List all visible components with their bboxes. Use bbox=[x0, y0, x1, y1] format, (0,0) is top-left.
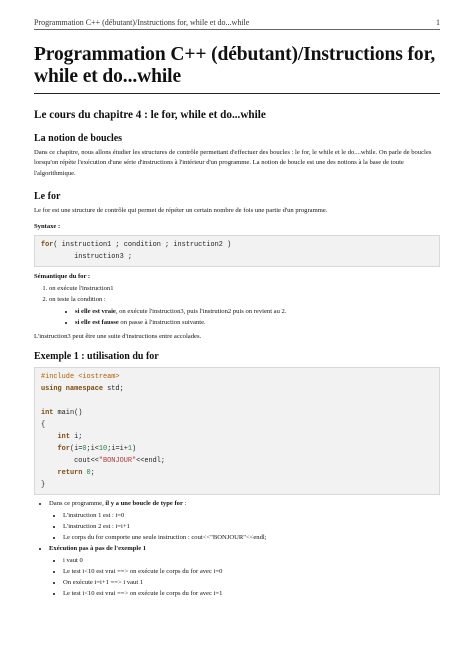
notion-paragraph: Dans ce chapitre, nous allons étudier les structures de contrôle permettant d'effectuer des boucles : le for, le while et le do....while. On parle de boucles lorsqu'on répète l'exécution d'une série d'instructions à l'intérieur d'un programme. La notion de boucle est une des notions à la base de toute l'algorithmique. bbox=[34, 149, 432, 177]
explanation-sub-list bbox=[49, 510, 440, 543]
list-item-text: : bbox=[182, 500, 187, 508]
list-item bbox=[63, 510, 440, 521]
page-number: 1 bbox=[436, 18, 440, 27]
code-text: } bbox=[41, 481, 46, 490]
list-item bbox=[63, 566, 440, 577]
code-text: main() bbox=[53, 409, 83, 418]
code-text: <<endl; bbox=[136, 457, 166, 466]
code-text: ( instruction1 ; condition ; instruction2 ) bbox=[53, 240, 232, 249]
code-preprocessor: #include <iostream> bbox=[41, 373, 120, 382]
example1-code-block bbox=[34, 367, 440, 495]
running-title: Programmation C++ (débutant)/Instructions for, while et do...while bbox=[34, 18, 250, 27]
list-item-bold: si elle est vraie bbox=[75, 307, 116, 315]
code-number: 10 bbox=[98, 445, 108, 454]
code-keyword: int bbox=[57, 433, 70, 442]
code-text: ) bbox=[132, 445, 137, 454]
code-text: ;i< bbox=[86, 445, 99, 454]
for-paragraph: Le for est une structure de contrôle qui permet de répéter un certain nombre de fois une partie d'un programme. bbox=[34, 207, 328, 215]
notion-heading: La notion de boucles bbox=[34, 133, 123, 144]
code-number: 0 bbox=[82, 445, 87, 454]
list-item-text: Le corps du for comporte une seule instruction : cout<<"BONJOUR"<<endl; bbox=[63, 534, 267, 542]
trace-list bbox=[49, 555, 440, 599]
list-item bbox=[49, 498, 440, 543]
semantics-list bbox=[34, 283, 440, 328]
code-text: std; bbox=[103, 385, 124, 394]
code-string: "BONJOUR" bbox=[98, 457, 137, 466]
code-text: instruction3 ; bbox=[41, 252, 132, 261]
trace-heading: Exécution pas à pas de l'exemple 1 bbox=[49, 545, 147, 553]
syntax-code-block bbox=[34, 235, 440, 267]
code-text: i; bbox=[69, 433, 83, 442]
list-item bbox=[49, 283, 440, 294]
code-keyword: for bbox=[41, 240, 54, 249]
list-item bbox=[49, 543, 440, 599]
list-item-text: , on exécute l'instruction3, puis l'instrution2 puis on revient au 2. bbox=[115, 307, 287, 315]
code-keyword: using namespace bbox=[41, 385, 104, 394]
page-title: Programmation C++ (débutant)/Instructions for, while et do...while bbox=[34, 44, 440, 94]
list-item-text: L'instruction 2 est : i=i+1 bbox=[63, 523, 130, 531]
code-number: 1 bbox=[127, 445, 133, 454]
list-item bbox=[49, 294, 440, 328]
chapter-heading: Le cours du chapitre 4 : le for, while et do...while bbox=[34, 109, 266, 121]
example1-heading: Exemple 1 : utilisation du for bbox=[34, 351, 159, 363]
list-item-text: on teste la condition : bbox=[49, 295, 106, 303]
code-text: { bbox=[41, 421, 46, 430]
code-text: cout<< bbox=[74, 457, 99, 466]
list-item-bold: il y a une boucle de type for bbox=[105, 500, 183, 508]
condition-sub-list bbox=[49, 306, 440, 328]
list-item-text: on exécute l'instruction1 bbox=[49, 284, 114, 292]
list-item bbox=[63, 577, 440, 588]
list-item bbox=[75, 306, 440, 317]
running-header bbox=[34, 18, 440, 30]
code-text: ;i=i+ bbox=[107, 445, 128, 454]
list-item-text: Le test i<10 est vrai ==> on exécute le corps du for avec i=1 bbox=[63, 590, 223, 598]
for-heading: Le for bbox=[34, 191, 61, 203]
list-item-text: i vaut 0 bbox=[63, 557, 83, 565]
code-number: 0 bbox=[86, 469, 91, 478]
list-item bbox=[75, 317, 440, 328]
code-text: ; bbox=[90, 469, 95, 478]
list-item-text: L'instruction 1 est : i=0 bbox=[63, 512, 125, 520]
code-text: (i= bbox=[69, 445, 83, 454]
list-item bbox=[63, 555, 440, 566]
code-keyword: int bbox=[41, 409, 54, 418]
list-item bbox=[63, 532, 440, 543]
syntax-label: Syntaxe : bbox=[34, 222, 61, 230]
list-item-text: On exécute i=i+1 ==> i vaut 1 bbox=[63, 579, 144, 587]
list-item bbox=[63, 521, 440, 532]
list-item-text: Le test i<10 est vrai ==> on exécute le corps du for avec i=0 bbox=[63, 568, 223, 576]
semantics-label: Sémantique du for : bbox=[34, 272, 91, 280]
code-keyword: return bbox=[57, 469, 83, 478]
explanation-list bbox=[34, 498, 440, 599]
list-item-text: Dans ce programme, bbox=[49, 500, 106, 508]
code-keyword: for bbox=[57, 445, 70, 454]
list-item bbox=[63, 588, 440, 599]
list-item-bold: si elle est fausse bbox=[75, 318, 119, 326]
list-item-text: on passe à l'instruction suivante. bbox=[118, 318, 206, 326]
note-paragraph: L'instruction3 peut être une suite d'instructions entre accolades. bbox=[34, 332, 202, 340]
